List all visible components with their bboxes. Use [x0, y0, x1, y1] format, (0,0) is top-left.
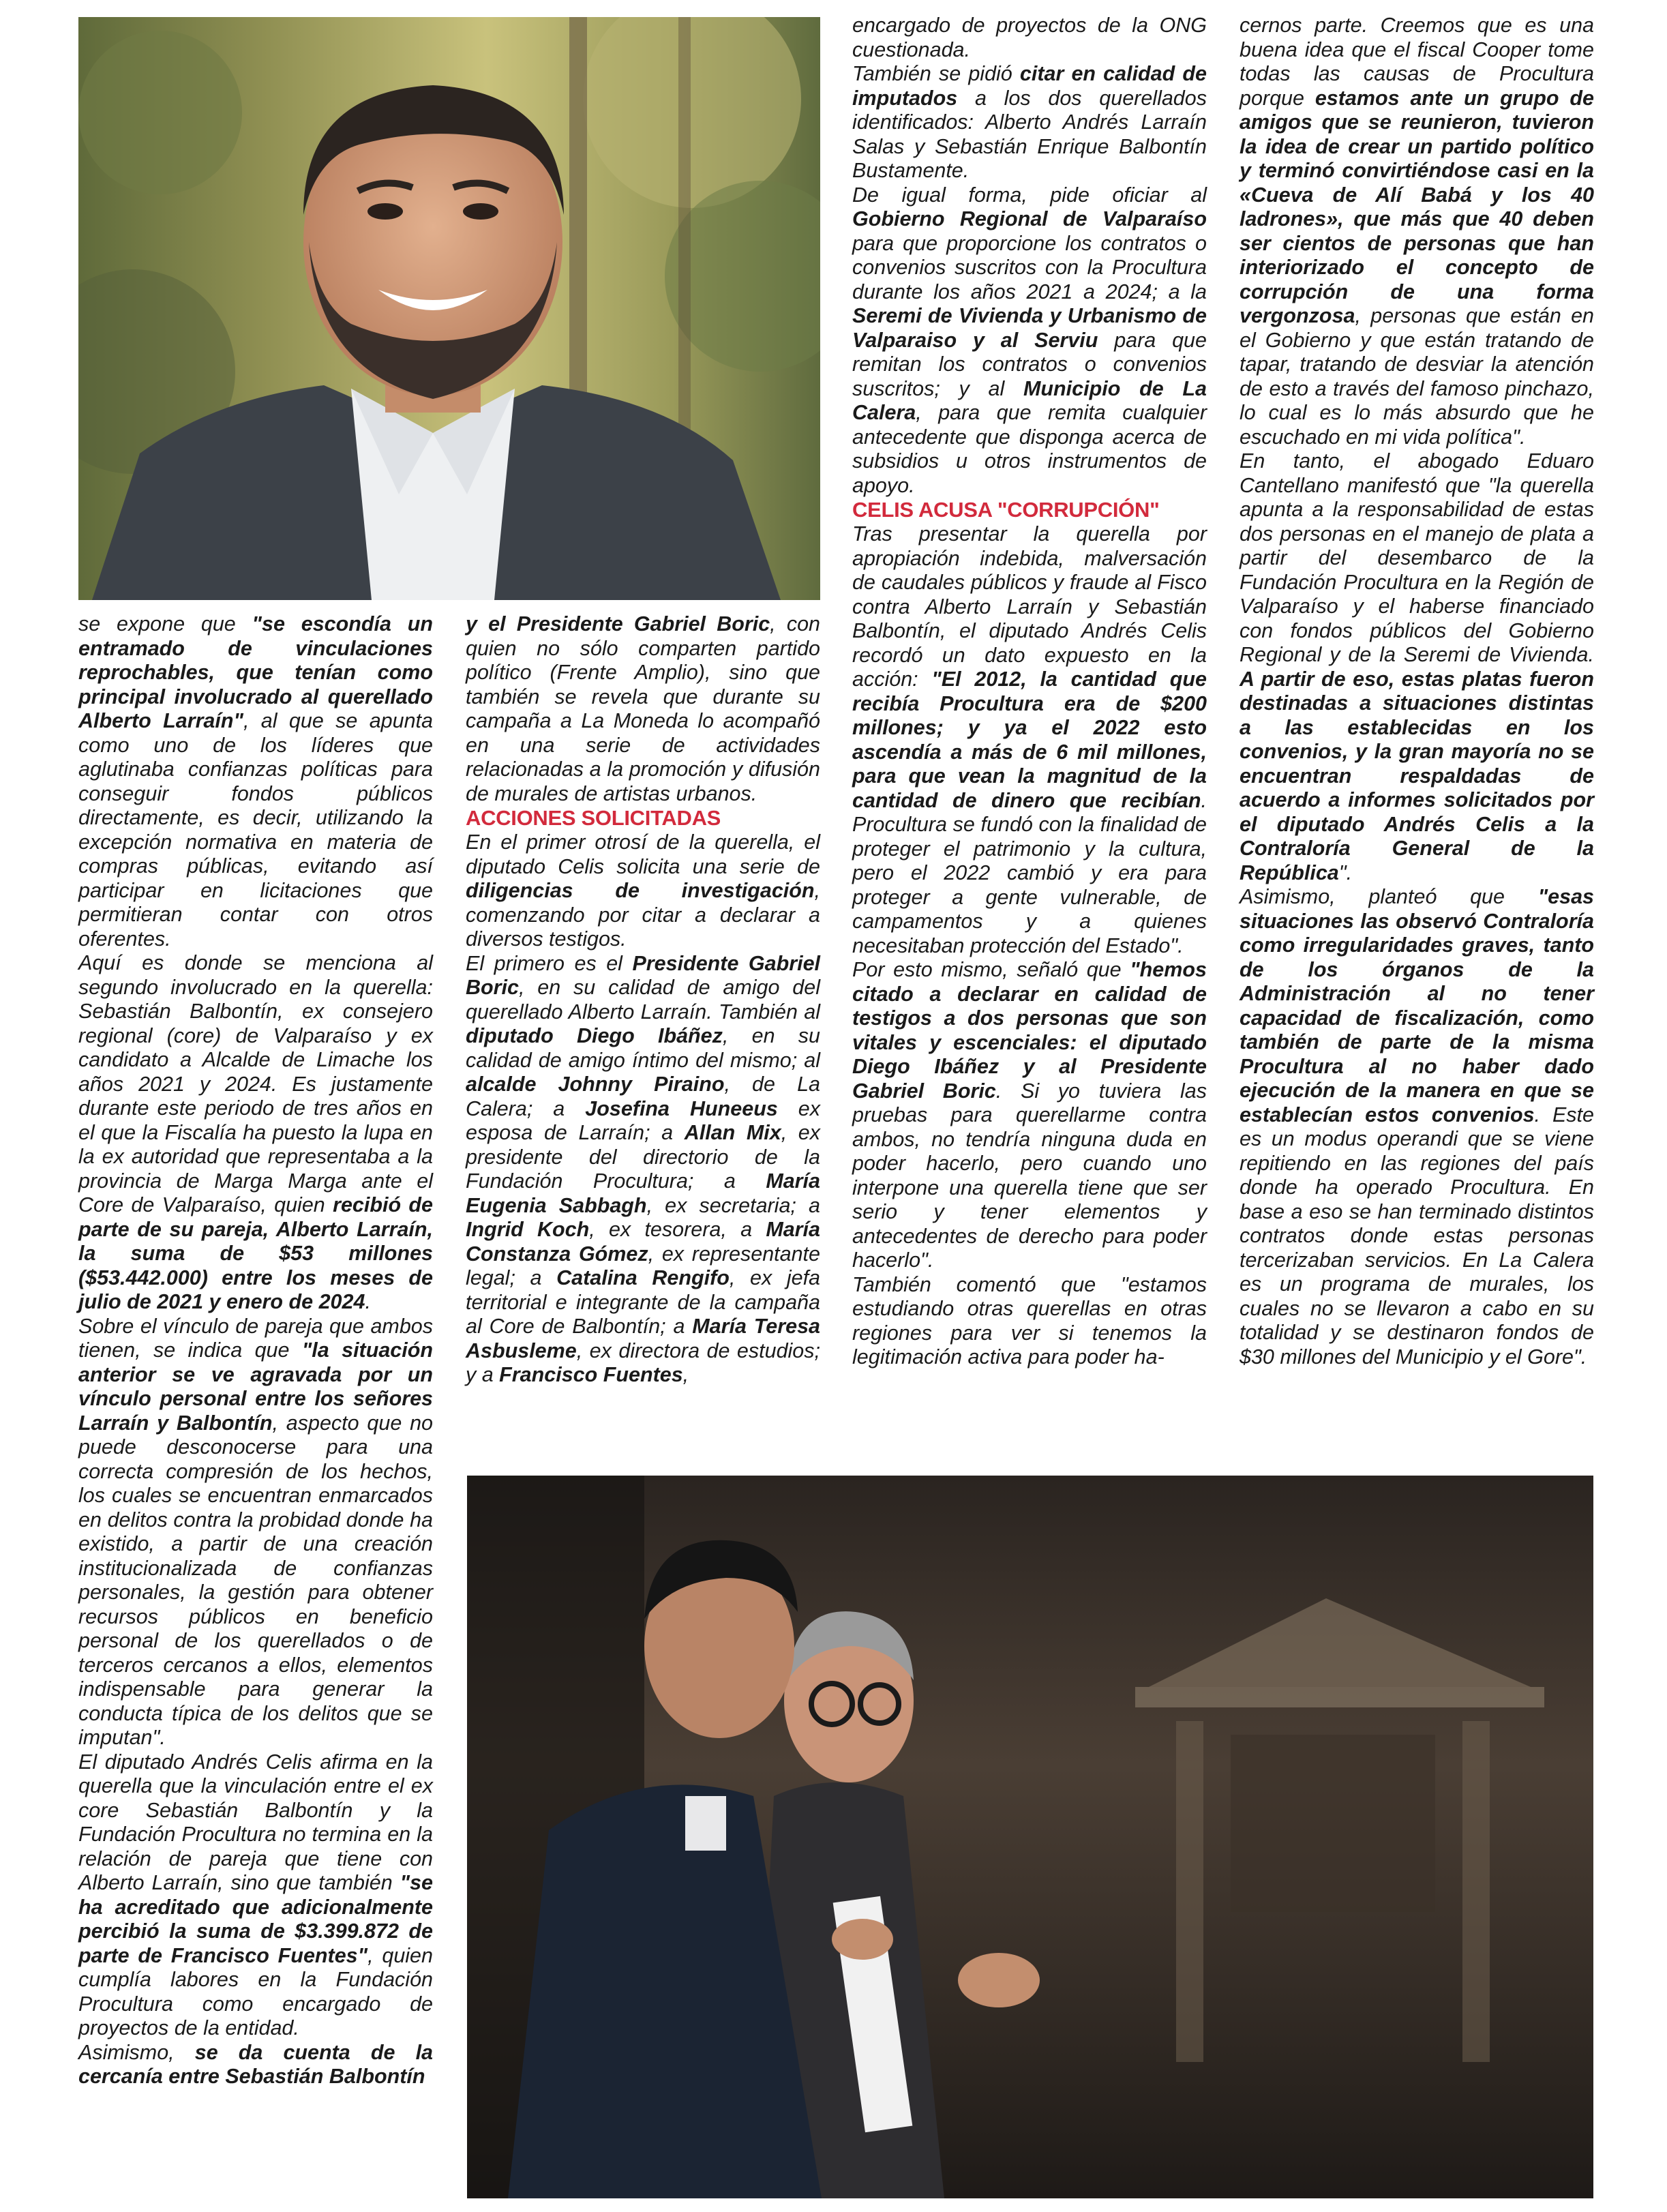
body-text: En el primer otrosí de la querella, el diputado Celis solicita una serie de [466, 831, 820, 878]
emphasis-text: citar en calidad de imputados [852, 62, 1207, 110]
body-text: , ex tesorera, a [589, 1218, 766, 1241]
body-text: , en su calidad de amigo del querellado Alberto Larraín. También al [466, 976, 820, 1023]
paragraph [852, 183, 1207, 498]
section-heading: CELIS ACUSA "CORRUPCIÓN" [852, 498, 1160, 522]
body-text: , ex secretaria; a [646, 1193, 820, 1217]
emphasis-text: María Constanza Gómez [466, 1218, 820, 1266]
portrait-photo [78, 17, 820, 600]
emphasis-text: Municipio de La Calera [852, 376, 1207, 424]
emphasis-text: y el Presidente Gabriel Boric [466, 612, 770, 636]
body-text: Aquí es donde se menciona al segundo involucrado en la querella: Sebastián Balbontín, ex consejero regional (core) de Valparaíso y ex candidato a Alcalde de Limache los años 2021 y 2024. Es justamente durante este periodo de tres años en el que la Fiscalía ha puesto la lupa en la ex autoridad que representaba a la provincia de Marga Marga ante el Core de Valparaíso, quien [78, 951, 433, 1216]
emphasis-text: María Eugenia Sabbagh [466, 1169, 820, 1217]
body-text: , ex jefa territorial e integrante de la campaña al Core de Balbontín; a [466, 1266, 821, 1338]
paragraph [466, 612, 820, 806]
emphasis-text: diputado Diego Ibáñez [466, 1024, 723, 1047]
paragraph [78, 612, 433, 951]
emphasis-text: María Teresa Asbusleme [466, 1315, 820, 1362]
body-text: . [365, 1290, 371, 1313]
paragraph [1240, 885, 1594, 1369]
paragraph [78, 1315, 433, 1750]
emphasis-text: Allan Mix [684, 1121, 781, 1144]
body-text: , [682, 1363, 689, 1386]
emphasis-text: "El 2012, la cantidad que recibía Procultura era de $200 millones; y ya el 2022 esto ascendía a más de 6 mil millones, para que vean la magnitud de la cantidad de dinero que recibían [852, 668, 1207, 812]
body-text: , de La Calera; a [466, 1073, 820, 1120]
body-text: . Este es un modus operandi que se viene repitiendo en las regiones del país donde ha operado Procultura. En base a eso se han terminado distintos contratos donde estas personas tercerizaban servicios. En La Calera es un programa de murales, los cuales no se llevaron a cabo en su totalidad y se destinaron fondos de $30 millones del Municipio y el Gore". [1240, 1103, 1594, 1369]
emphasis-text: Josefina Huneeus [585, 1096, 778, 1120]
emphasis-text: "se ha acreditado que adicionalmente percibió la suma de $3.399.872 de parte de Francisco Fuentes" [78, 1871, 433, 1967]
body-text: , con quien no sólo comparten partido político (Frente Amplio), sino que también se revela que durante su campaña a La Moneda lo acompañó en una serie de actividades relacionadas a la promoción y difusión de murales de artistas urbanos. [466, 612, 821, 805]
body-text: , aspecto que no puede desconocerse para una correcta compresión de los hechos, los cuales se encuentran enmarcados en delitos contra la probidad donde ha existido, a partir de una creación institucionalizada de confianzas personales, la gestión para obtener recursos públicos en beneficio personal de los querellados o de terceros cercanos a ellos, elementos indispensable para generar la conducta típica de los delitos que se imputan". [78, 1411, 433, 1749]
body-text: a los dos querellados identificados: Alberto Andrés Larraín Salas y Sebastián Enrique Balbontín Bustamente. [852, 86, 1207, 182]
two-men-illustration [467, 1476, 1593, 2198]
emphasis-text: "se escondía un entramado de vinculaciones reprochables, que tenían como principal involucrado al querellado Alberto Larraín" [78, 612, 433, 732]
emphasis-text: A partir de eso, estas platas fueron destinadas a situaciones distintas a las establecidas en los convenios, y la gran mayoría no se encuentran respaldadas de acuerdo a informes solicitados por el diputado Andrés Celis a la Contraloría General de la República [1240, 667, 1594, 884]
paragraph [852, 522, 1207, 958]
paragraph [852, 958, 1207, 1273]
body-text: De igual forma, pide oficiar al [852, 183, 1207, 207]
body-text: , comenzando por citar a declarar a diversos testigos. [466, 879, 820, 951]
emphasis-text: recibió de parte de su pareja, Alberto Larraín, la suma de $53 millones ($53.442.000) entre los meses de julio de 2021 y enero de 2024 [78, 1193, 433, 1313]
body-text: para que remitan los contratos o convenios suscritos; y al [852, 328, 1207, 400]
body-text: , en su calidad de amigo íntimo del mismo; al [466, 1024, 820, 1072]
article-column-4 [1240, 14, 1594, 1369]
emphasis-text: Seremi de Vivienda y Urbanismo de Valparaiso y al Serviu [852, 304, 1207, 352]
article-column-2 [466, 612, 820, 1388]
emphasis-text: estamos ante un grupo de amigos que se reunieron, tuvieron la idea de crear un partido político y terminó convirtiéndose casi en la «Cueva de Alí Babá y los 40 ladrones», que más que 40 deben ser cientos de personas que han interiorizado el concepto de corrupción de una forma vergonzosa [1240, 86, 1594, 327]
paragraph [852, 1273, 1207, 1370]
emphasis-text: Presidente Gabriel Boric [466, 951, 821, 999]
portrait-illustration [78, 17, 820, 600]
paragraph [852, 62, 1207, 183]
emphasis-text: Francisco Fuentes [499, 1363, 683, 1386]
body-text: encargado de proyectos de la ONG cuestionada. [852, 14, 1207, 61]
emphasis-text: alcalde Johnny Piraino [466, 1073, 725, 1096]
body-text: Sobre el vínculo de pareja que ambos tienen, se indica que [78, 1314, 433, 1362]
two-men-photo [467, 1476, 1593, 2198]
body-text: El diputado Andrés Celis afirma en la querella que la vinculación entre el ex core Sebastián Balbontín y la Fundación Procultura no termina en la relación de pareja que tiene con Alberto Larraín, sino que también [78, 1750, 433, 1894]
emphasis-text: "la situación anterior se ve agravada por un vínculo personal entre los señores Larraín y Balbontín [78, 1339, 433, 1435]
body-text: ". [1338, 861, 1353, 884]
body-text: En tanto, el abogado Eduaro Cantellano manifestó que "la querella apunta a la responsabilidad de estas dos personas en el manejo de plata a partir del desembarco de la Fundación Procultura en la Región de Valparaíso y el haberse financiado con fondos públicos del Gobierno Regional y de la Seremi de Vivienda. [1240, 449, 1594, 666]
emphasis-text: Ingrid Koch [466, 1218, 590, 1241]
paragraph [852, 14, 1207, 62]
emphasis-text: "esas situaciones las observó Contraloría como irregularidades graves, tanto de los órganos de la Administración al no tener capacidad de fiscalización, como también de parte de la misma Procultura al no haber dado ejecución de la manera en que se establecían estos convenios [1240, 885, 1594, 1126]
emphasis-text: diligencias de investigación [466, 879, 815, 902]
body-text: Asimismo, planteó que [1240, 885, 1538, 908]
paragraph [466, 952, 820, 1388]
body-text: se expone que [78, 612, 252, 636]
body-text: También se pidió [852, 62, 1020, 85]
paragraph [466, 831, 820, 952]
paragraph [78, 1750, 433, 2041]
body-text: , ex representante legal; a [466, 1242, 820, 1289]
body-text: ex esposa de Larraín; a [466, 1096, 821, 1144]
body-text: Tras presentar la querella por apropiación indebida, malversación de caudales públicos y fraude al Fisco contra Alberto Larraín y Sebastián Balbontín, el diputado Andrés Celis recordó un dato expuesto en la acción: [852, 522, 1207, 691]
body-text: , personas que están en el Gobierno y que están tratando de tapar, tratando de desviar la atención de esto a través del famoso pinchazo, lo cual es lo más absurdo que he escuchado en mi vida política". [1240, 304, 1594, 449]
emphasis-text: "hemos citado a declarar en calidad de testigos a dos personas que son vitales y escenciales: el diputado Diego Ibáñez y al Presidente Gabriel Boric [852, 958, 1207, 1103]
body-text: para que proporcione los contratos o convenios suscritos con la Procultura durante los años 2021 a 2024; a la [852, 231, 1207, 303]
body-text: , quien cumplía labores en la Fundación Procultura como encargado de proyectos de la entidad. [78, 1943, 433, 2039]
paragraph [1240, 449, 1594, 885]
body-text: cernos parte. Creemos que es una buena idea que el fiscal Cooper tome todas las causas de Procultura porque [1240, 14, 1594, 110]
paragraph [78, 951, 433, 1315]
emphasis-text: se da cuenta de la cercanía entre Sebastián Balbontín [78, 2040, 433, 2088]
body-text: , al que se apunta como uno de los líderes que aglutinaba confianzas políticas para conseguir fondos públicos directamente, es decir, utilizando la excepción normativa en materia de compras públicas, evitando así participar en licitaciones que permitieran contar con otros oferentes. [78, 709, 433, 951]
body-text: . Procultura se fundó con la finalidad de proteger el patrimonio y la cultura, pero el 2022 cambió y era para proteger a gente vulnerable, de campamentos y a quienes necesitaban protección del Estado". [852, 788, 1207, 957]
article-column-1 [78, 612, 433, 2089]
body-text: , ex presidente del directorio de la Fundación Procultura; a [466, 1121, 820, 1193]
body-text: , para que remita cualquier antecedente que disponga acerca de subsidios u otros instrumentos de apoyo. [852, 401, 1207, 497]
body-text: . Si yo tuviera las pruebas para querellarme contra ambos, no tendría ninguna duda en poder hacerlo, pero cuando uno interpone una querella tiene que ser serio y tener elementos y antecedentes de derecho para poder hacerlo". [852, 1079, 1207, 1272]
body-text: El primero es el [466, 951, 633, 975]
article-column-3 [852, 14, 1207, 1370]
body-text: , ex directora de estudios; y a [466, 1339, 820, 1386]
paragraph [1240, 14, 1594, 449]
body-text: También comentó que "estamos estudiando otras querellas en otras regiones para ver si tenemos la legitimación activa para poder ha- [852, 1272, 1207, 1369]
paragraph [78, 2041, 433, 2089]
body-text: Asimismo, [78, 2040, 195, 2064]
section-heading: ACCIONES SOLICITADAS [466, 806, 721, 830]
body-text: Por esto mismo, señaló que [852, 958, 1130, 981]
emphasis-text: Gobierno Regional de Valparaíso [852, 207, 1207, 230]
emphasis-text: Catalina Rengifo [556, 1266, 730, 1289]
